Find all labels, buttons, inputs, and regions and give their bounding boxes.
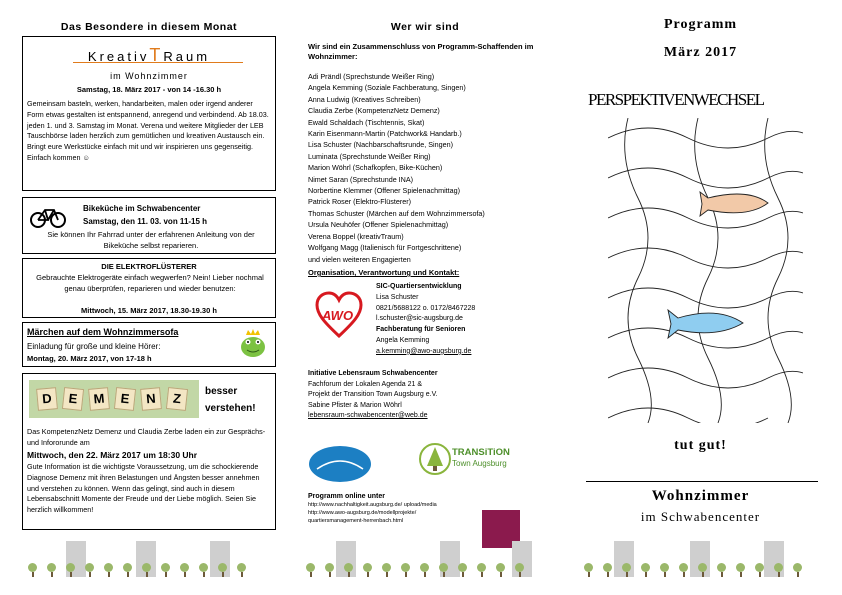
elektro-title: DIE ELEKTROFLÜSTERER (101, 262, 197, 271)
awo-contact-line: a.kemming@awo-augsburg.de (376, 347, 472, 355)
awo-contact-line: SIC-Quartiersentwicklung (376, 283, 462, 290)
cover-divider (586, 481, 818, 482)
tree-icon (717, 563, 726, 577)
tree-icon (698, 563, 707, 577)
online-links (308, 501, 483, 525)
footer-trees-3 (578, 537, 823, 577)
elektro-box (22, 258, 276, 318)
transition-tree-icon (418, 442, 452, 476)
cover-banner: PERSPEKTIVENWECHSEL (588, 90, 764, 109)
letter-tile: D (36, 387, 58, 411)
initiative-line: Projekt der Transition Town Augsburg e.V. (308, 391, 438, 398)
bike-text: Sie können Ihr Fahrrad unter der erfahrenen Anleitung von der Bikeküche selbst reparieren. (47, 230, 255, 250)
member-item: Claudia Zerbe (KompetenzNetz Demenz) (308, 106, 440, 116)
awo-contact-line: Lisa Schuster (376, 293, 419, 301)
member-item: Nimet Saran (Sprechstunde INA) (308, 174, 414, 184)
letter-tile: E (62, 387, 84, 411)
kreativraum-logo: KreativTRaum (87, 45, 211, 65)
tree-icon (237, 563, 246, 577)
demenz-box (22, 373, 276, 530)
maerchen-title: Märchen auf dem Wohnzimmersofa (27, 327, 179, 337)
bike-box (22, 197, 276, 254)
kreativ-date: Samstag, 18. März 2017 - von 14 -16.30 h (76, 85, 222, 94)
member-item: Wolfgang Magg (Italienisch für Fortgeschrittene) (308, 243, 462, 253)
transition-logo-text-2: Town Augsburg (452, 459, 507, 468)
awo-contact-line: l.schuster@sic-augsburg.de (376, 315, 463, 323)
tree-icon (755, 563, 764, 577)
demenz-intro: Das KompetenzNetz Demenz und Claudia Zerbe laden ein zur Gesprächs- und Infororunde am (27, 427, 266, 447)
tree-icon (325, 563, 334, 577)
logo-underline (73, 62, 243, 63)
tree-icon (679, 563, 688, 577)
footer-trees-1 (22, 537, 280, 577)
elektro-date: Mittwoch, 15. März 2017, 18.30-19.30 h (81, 306, 217, 315)
demenz-label-1: besser (205, 386, 238, 397)
who-heading: Wer wir sind (390, 21, 460, 33)
letter-tile: Z (166, 387, 188, 411)
tree-icon (420, 563, 429, 577)
member-item: Anna Ludwig (Kreatives Schreiben) (308, 94, 421, 104)
kreativ-box (22, 36, 276, 191)
transition-logo-text-1: TRANSiTiON (452, 447, 510, 458)
demenz-text: Gute Information ist die wichtigste Voraussetzung, um die schockierende Diagnose Demenz mit ihren Belastungen und Ängsten besser annehmen und verstehen zu können. Wenn das gelingt, sind auch in diesem Lebensabschnitt Momente der Freude und der Liebe möglich. Seien Sie herzlich willkommen! (27, 462, 260, 515)
tree-icon (477, 563, 486, 577)
maerchen-text: Einladung für große und kleine Hörer: (27, 342, 161, 351)
column-cover (578, 0, 823, 595)
kreativ-text: Gemeinsam basteln, werken, handarbeiten, malen oder irgend anderer Form etwas gestalten ist entspannend, anregend und verbindend. Ab 18.03. jeden 1. und 3. Samstag im Monat. Verena und weitere Mitglieder der LEB Tauschbörse laden herzlich zum gemütlichen und kreativen Austausch ein. Bringt eure Werkstücke einfach mit und wir inspirieren uns gegenseitig. Einfach kommen ☺ (27, 99, 269, 162)
member-item: Luminata (Sprechstunde Weißer Ring) (308, 151, 431, 161)
bicycle-icon (30, 206, 66, 228)
tree-icon (382, 563, 391, 577)
tree-icon (47, 563, 56, 577)
online-link: quartiersmanagement-herrenbach.html (308, 518, 404, 524)
initiative-line: Fachforum der Lokalen Agenda 21 & (308, 380, 423, 388)
awo-contact-line: Angela Kemming (376, 336, 430, 344)
awo-contact (376, 282, 548, 358)
tree-icon (401, 563, 410, 577)
tree-icon (142, 563, 151, 577)
tree-icon (515, 563, 524, 577)
tree-icon (496, 563, 505, 577)
cover-tagline: tut gut! (674, 438, 727, 453)
tree-icon (458, 563, 467, 577)
frog-king-icon (237, 329, 269, 359)
bike-date: Samstag, den 11. 03. von 11-15 h (83, 217, 208, 226)
tree-icon (736, 563, 745, 577)
tree-icon (793, 563, 802, 577)
tree-icon (199, 563, 208, 577)
member-item: Ewald Schaldach (Tischtennis, Skat) (308, 117, 425, 127)
tree-icon (641, 563, 650, 577)
events-heading: Das Besondere in diesem Monat (60, 21, 238, 33)
tree-icon (218, 563, 227, 577)
initiative-line: lebensraum-schwabencenter@web.de (308, 412, 428, 419)
cover-place-2: im Schwabencenter (640, 509, 761, 524)
demenz-tiles-image (29, 380, 199, 418)
awo-contact-line: 0821/5688122 o. 0172/8467228 (376, 304, 476, 312)
member-item: Thomas Schuster (Märchen auf dem Wohnzimmersofa) (308, 208, 485, 218)
member-item: Angela Kemming (Soziale Fachberatung, Singen) (308, 83, 466, 93)
tree-icon (439, 563, 448, 577)
member-item: und vielen weiteren Engagierten (308, 254, 411, 264)
cover-title-1: Programm (663, 17, 738, 32)
tree-icon (603, 563, 612, 577)
tree-icon (774, 563, 783, 577)
online-link: http://www.nachhaltigkeit.augsburg.de/ upload/media (308, 502, 437, 508)
tree-icon (161, 563, 170, 577)
member-item: Marion Wöhrl (Schafkopfen, Bike-Küchen) (308, 163, 443, 173)
letter-tile: M (88, 387, 110, 411)
column-events (22, 0, 280, 595)
people-list (308, 71, 548, 265)
tree-icon (66, 563, 75, 577)
letter-tile: E (114, 387, 136, 411)
awo-contact-line: Fachberatung für Senioren (376, 326, 466, 334)
kreativ-subtitle: im Wohnzimmer (110, 71, 188, 81)
tree-icon (363, 563, 372, 577)
awo-text: AWO (322, 308, 354, 323)
maerchen-date: Montag, 20. März 2017, von 17-18 h (27, 354, 152, 363)
member-item: Patrick Roser (Elektro-Flüsterer) (308, 197, 412, 207)
initiative-contact (308, 369, 548, 422)
fish-tessellation-image (608, 118, 803, 423)
member-item: Norbertine Klemmer (Offener Spielenachmittag) (308, 186, 461, 196)
cover-place-1: Wohnzimmer (651, 488, 750, 504)
tree-icon (306, 563, 315, 577)
initiative-line: Initiative Lebensraum Schwabencenter (308, 370, 438, 377)
member-item: Verena Boppel (kreativTraum) (308, 231, 404, 241)
demenz-label-2: verstehen! (205, 403, 256, 414)
initiative-line: Sabine Pfister & Marion Wöhrl (308, 401, 402, 409)
member-item: Adi Prändl (Sprechstunde Weißer Ring) (308, 72, 435, 81)
org-heading: Organisation, Verantwortung und Kontakt: (308, 268, 460, 277)
member-item: Ursula Neuhöfer (Offener Spielenachmittag) (308, 220, 449, 230)
tree-icon (104, 563, 113, 577)
tree-icon (85, 563, 94, 577)
bike-title: Bikeküche im Schwabencenter (83, 204, 201, 213)
footer-trees-2 (300, 537, 550, 577)
who-intro: Wir sind ein Zusammenschluss von Programm-Schaffenden im Wohnzimmer: (308, 42, 534, 61)
tree-icon (660, 563, 669, 577)
cover-title-2: März 2017 (663, 45, 738, 60)
maerchen-box (22, 322, 276, 367)
tree-icon (180, 563, 189, 577)
tree-icon (584, 563, 593, 577)
tree-icon (123, 563, 132, 577)
lokale-agenda-logo (305, 441, 375, 487)
member-item: Lisa Schuster (Nachbarschaftsrunde, Singen) (308, 140, 454, 150)
letter-tile: N (140, 387, 162, 411)
tree-icon (622, 563, 631, 577)
tree-icon (28, 563, 37, 577)
member-item: Karin Eisenmann-Martin (Patchwork& Handarb.) (308, 129, 462, 139)
online-link: http://www.awo-augsburg.de/modellprojekte/ (308, 510, 417, 516)
tree-icon (344, 563, 353, 577)
column-who-we-are (300, 0, 550, 595)
online-heading: Programm online unter (308, 493, 386, 500)
demenz-date: Mittwoch, den 22. März 2017 um 18:30 Uhr (27, 450, 198, 460)
elektro-text: Gebrauchte Elektrogeräte einfach wegwerfen? Nein! Lieber nochmal genau überprüfen, reparieren und wieder benutzen: (36, 273, 264, 293)
